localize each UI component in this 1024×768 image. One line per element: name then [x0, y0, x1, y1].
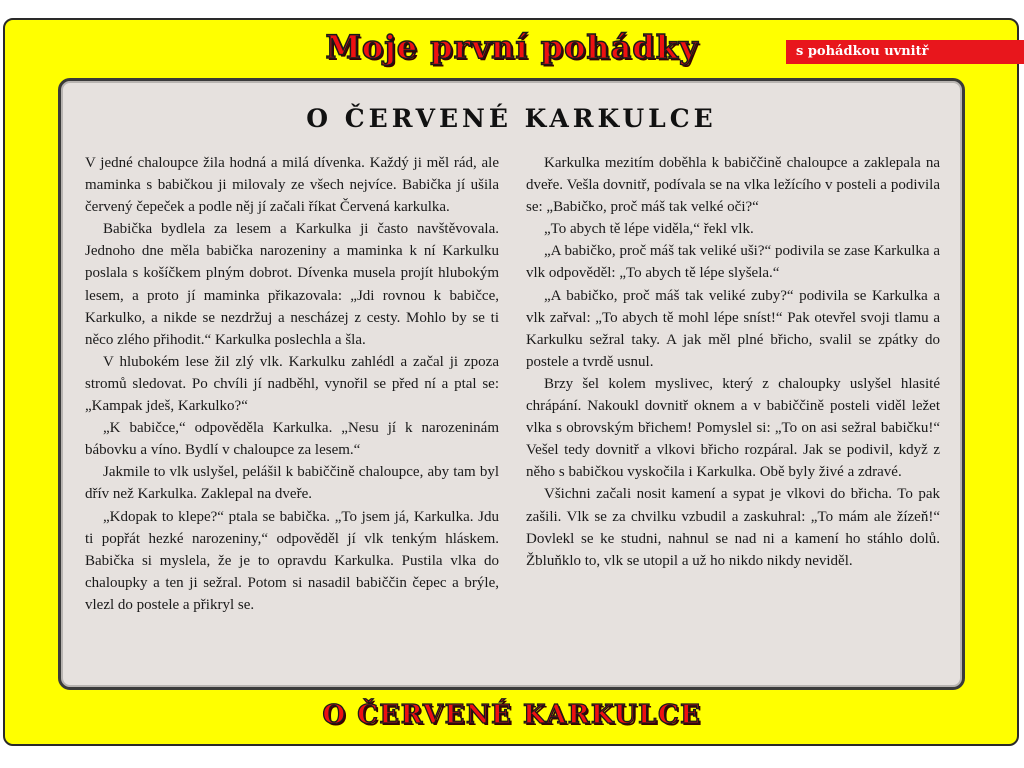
story-paragraph: Všichni začali nosit kamení a sypat je vlkovi do břicha. To pak zašili. Vlk se za chvilku vzbudil a zaskuhral: „To mám ale žízeň!“ Dovlekl se ke studni, nahnul se nad ni a kamení ho stáhlo dolů. Žbluňklo to, vlk se utopil a už ho nikdo nikdy neviděl.: [526, 486, 940, 569]
story-paragraph: „A babičko, proč máš tak veliké zuby?“ podivila se Karkulka a vlk zařval: „To abych tě mohl lépe sníst!“ Pak otevřel svoji tlamu a Karkulku sežral taky. A jak měl plné břicho, svalil se zpátky do postele a tvrdě usnul.: [526, 287, 940, 370]
story-paragraph: V jedné chaloupce žila hodná a milá dívenka. Každý ji měl rád, ale maminka s babičkou ji milovaly ze všech nejvíce. Babička jí ušila červený čepeček a podle něj jí začali říkat Červená karkulka.: [85, 155, 499, 216]
story-paragraph: Brzy šel kolem myslivec, který z chaloupky uslyšel hlasité chrápání. Nakoukl dovnitř oknem a v babiččině posteli viděl ležet vlka s obrovským břichem! Pomyslel si: „To on asi sežral babičku!“ Vešel tedy dovnitř a vlkovi břicho rozpáral. Jak se podivil, když z něho s babičkou vyskočila i Karkulka. Obě byly živé a zdravé.: [526, 375, 940, 481]
story-paragraph: Jakmile to vlk uslyšel, pelášil k babiččině chaloupce, aby tam byl dřív než Karkulka. Zaklepal na dveře.: [85, 464, 499, 503]
series-tag: s pohádkou uvnitř: [786, 40, 1024, 64]
story-column-right: [526, 152, 940, 572]
story-paragraph: V hlubokém lese žil zlý vlk. Karkulku zahlédl a začal ji zpoza stromů sledovat. Po chvíli jí nadběhl, vynořil se před ní a ptal se: „Kampak jdeš, Karkulko?“: [85, 353, 499, 415]
story-paragraph: „K babičce,“ odpověděla Karkulka. „Nesu jí k narozeninám bábovku a víno. Bydlí v chaloupce za lesem.“: [85, 420, 499, 459]
story-column-left: [85, 152, 499, 616]
story-paragraph: „A babičko, proč máš tak veliké uši?“ podivila se zase Karkulka a vlk odpověděl: „To abych tě lépe slyšela.“: [526, 243, 940, 282]
story-title: O ČERVENÉ KARKULCE: [306, 104, 717, 133]
story-paragraph: „Kdopak to klepe?“ ptala se babička. „To jsem já, Karkulka. Jdu ti popřát hezké narozeniny,“ odpověděl jí vlk tenkým hláskem. Babička si myslela, že je to opravdu Karkulka. Pustila vlka do chaloupky a ten ji sežral. Potom si nasadil babiččin čepec a brýle, vlezl do postele a přikryl se.: [85, 508, 499, 613]
story-paragraph: „To abych tě lépe viděla,“ řekl vlk.: [544, 221, 754, 238]
series-title: Moje první pohádky: [325, 28, 699, 66]
story-paragraph: Karkulka mezitím doběhla k babiččině chaloupce a zaklepala na dveře. Vešla dovnitř, podívala se na vlka ležícího v posteli a podivila se: „Babičko, proč máš tak velké oči?“: [526, 155, 940, 216]
story-paragraph: Babička bydlela za lesem a Karkulka ji často navštěvovala. Jednoho dne měla babička narozeniny a maminka k ní Karkulku poslala s košíčkem plným dobrot. Dívenka musela projít hlubokým lesem, a proto jí maminka přikazovala: „Jdi rovnou k babičce, Karkulko, a nikde se nezdržuj a nescházej z cesty. Mohlo by se ti něco zlého přihodit.“ Karkulka poslechla a šla.: [85, 221, 499, 348]
footer-title: O ČERVENÉ KARKULCE: [322, 700, 702, 730]
